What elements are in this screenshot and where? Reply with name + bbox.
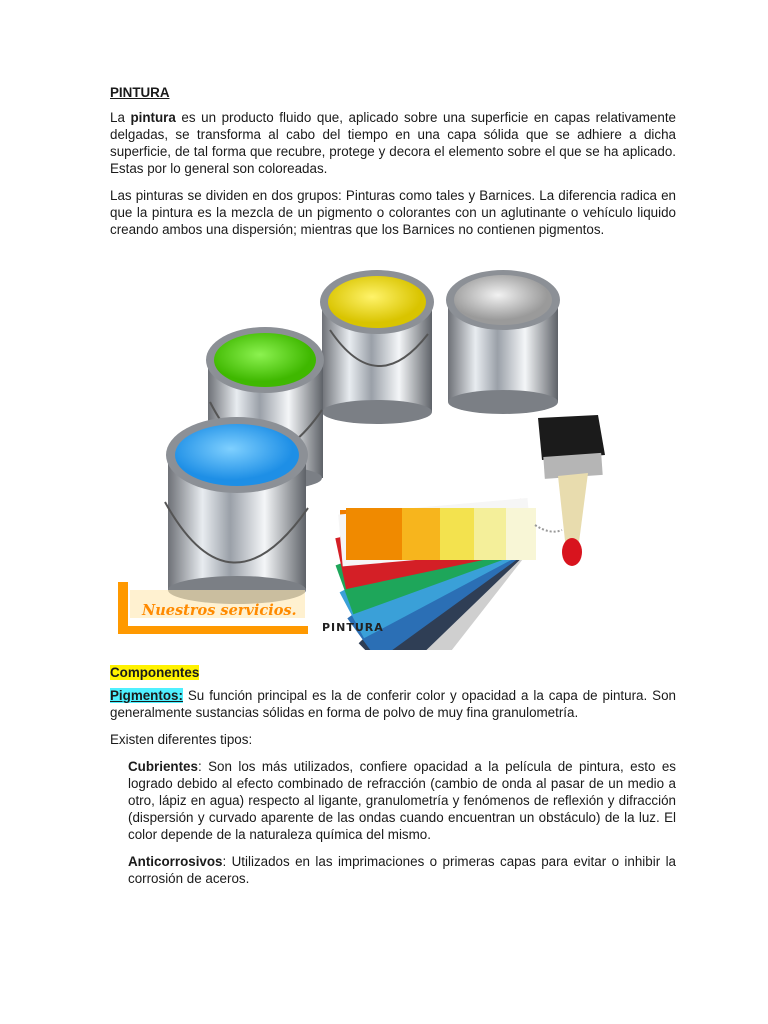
intro-paragraph (110, 109, 676, 177)
paint-cans-illustration (110, 250, 676, 650)
blue-paint-can (165, 417, 308, 604)
paint-cans-image (110, 250, 676, 650)
cubrientes-paragraph (128, 758, 676, 843)
intro-bold-term: pintura (130, 110, 176, 125)
pigmentos-text: Su función principal es la de conferir color y opacidad a la capa de pintura. Son generalmente sustancias sólidas en forma de polvo de muy fina granulometría. (110, 688, 676, 720)
paint-brush (538, 415, 605, 566)
cubrientes-label: Cubrientes (128, 759, 198, 774)
pigmentos-label: Pigmentos: (110, 688, 183, 703)
groups-paragraph: Las pinturas se dividen en dos grupos: Pinturas como tales y Barnices. La diferencia radica en que la pintura es la mezcla de un pigmento o colorantes con un aglutinante o vehículo liquido creando ambos una dispersión; mientras que los Barnices no contienen pigmentos. (110, 188, 676, 237)
yellow-paint-can (320, 270, 434, 424)
anticorrosivos-text: : Utilizados en las imprimaciones o primeras capas para evitar o inhibir la corrosión de aceros. (128, 854, 676, 886)
banner-subtitle: PINTURA (322, 621, 384, 634)
section-title: Componentes (110, 665, 200, 680)
section-title-line (110, 664, 676, 681)
document-page (110, 84, 676, 897)
pigmentos-paragraph (110, 687, 676, 721)
cubrientes-text: : Son los más utilizados, confiere opacidad a la película de pintura, esto es logrado debido al efecto combinado de refracción (cambio de onda al pasar de un medio a otro, lápiz en agua) respecto al ligante, granulometría y fenómenos de reflexión y difracción (dispersión y curvado aparente de las ondas cuando encuentran un obstáculo) de la luz. El color depende de la naturaleza química del mismo. (128, 759, 676, 842)
intro-rest: es un producto fluido que, aplicado sobre una superficie en capas relativamente delgadas, se transforma al cabo del tiempo en una capa sólida que se adhiere a dicha superficie, de tal forma que recubre, protege y decora el elemento sobre el que se ha aplicado. Estas por lo general son coloreadas. (110, 110, 676, 176)
anticorrosivos-label: Anticorrosivos (128, 854, 223, 869)
anticorrosivos-paragraph (128, 853, 676, 887)
intro-lead: La (110, 110, 131, 125)
silver-can (446, 270, 560, 414)
tipos-intro: Existen diferentes tipos: (110, 732, 253, 747)
banner-title: Nuestros servicios. (142, 602, 297, 619)
document-heading: PINTURA (110, 85, 170, 100)
